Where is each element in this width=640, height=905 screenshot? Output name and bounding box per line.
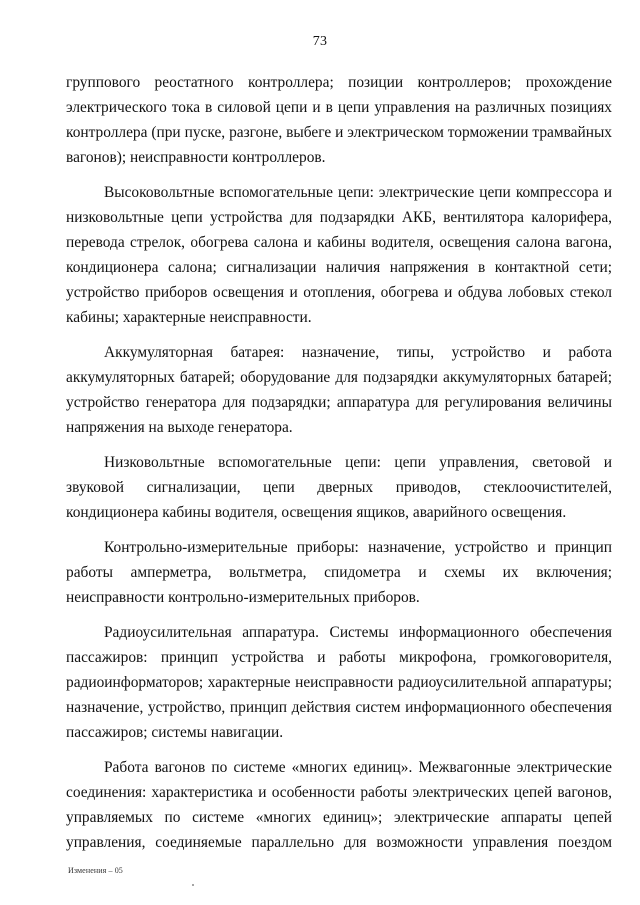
page-number: 73 <box>312 34 328 49</box>
paragraph-measuring-instruments: Контрольно-измерительные приборы: назначение, устройство и принцип работы амперметра, вольтметра, спидометра и схемы их включения; неисправности контрольно-измерительных приборов. <box>66 539 612 606</box>
footer-revision-note: Изменения – 05 <box>68 866 123 875</box>
paragraph-radio-equipment: Радиоусилительная аппаратура. Системы информационного обеспечения пассажиров: принцип устройства и работы микрофона, громкоговорителя, радиоинформаторов; характерные неисправности радиоусилительной аппаратуры; назначение, устройство, принцип действия систем информационного обеспечения пассажиров; системы навигации. <box>66 624 612 741</box>
paragraph-continuation: группового реостатного контроллера; позиции контроллеров; прохождение электрического тока в силовой цепи и в цепи управления на различных позициях контроллера (при пуске, разгоне, выбеге и электрическом торможении трамвайных вагонов); неисправности контроллеров. <box>66 74 612 166</box>
paragraph-low-voltage-circuits: Низковольтные вспомогательные цепи: цепи управления, световой и звуковой сигнализации, цепи дверных приводов, стеклоочистителей, кондиционера кабины водителя, освещения ящиков, аварийного освещения. <box>66 454 612 521</box>
document-body <box>66 70 612 865</box>
paragraph-battery: Аккумуляторная батарея: назначение, типы, устройство и работа аккумуляторных батарей; оборудование для подзарядки аккумуляторных батарей; устройство генератора для подзарядки; аппаратура для регулирования величины напряжения на выходе генератора. <box>66 344 612 436</box>
paragraph-multiple-units: Работа вагонов по системе «многих единиц». Межвагонные электрические соединения: характеристика и особенности работы электрических цепей вагонов, управляемых по системе «многих единиц»; электрические аппараты цепей управления, соединяемые параллельно для возможности управления поездом <box>66 759 612 851</box>
scan-speck <box>192 884 194 886</box>
paragraph-high-voltage-circuits: Высоковольтные вспомогательные цепи: электрические цепи компрессора и низковольтные цепи устройства для подзарядки АКБ, вентилятора калорифера, перевода стрелок, обогрева салона и кабины водителя, освещения салона вагона, кондиционера салона; сигнализации наличия напряжения в контактной сети; устройство приборов освещения и отопления, обогрева и обдува лобовых стекол кабины; характерные неисправности. <box>66 184 612 326</box>
